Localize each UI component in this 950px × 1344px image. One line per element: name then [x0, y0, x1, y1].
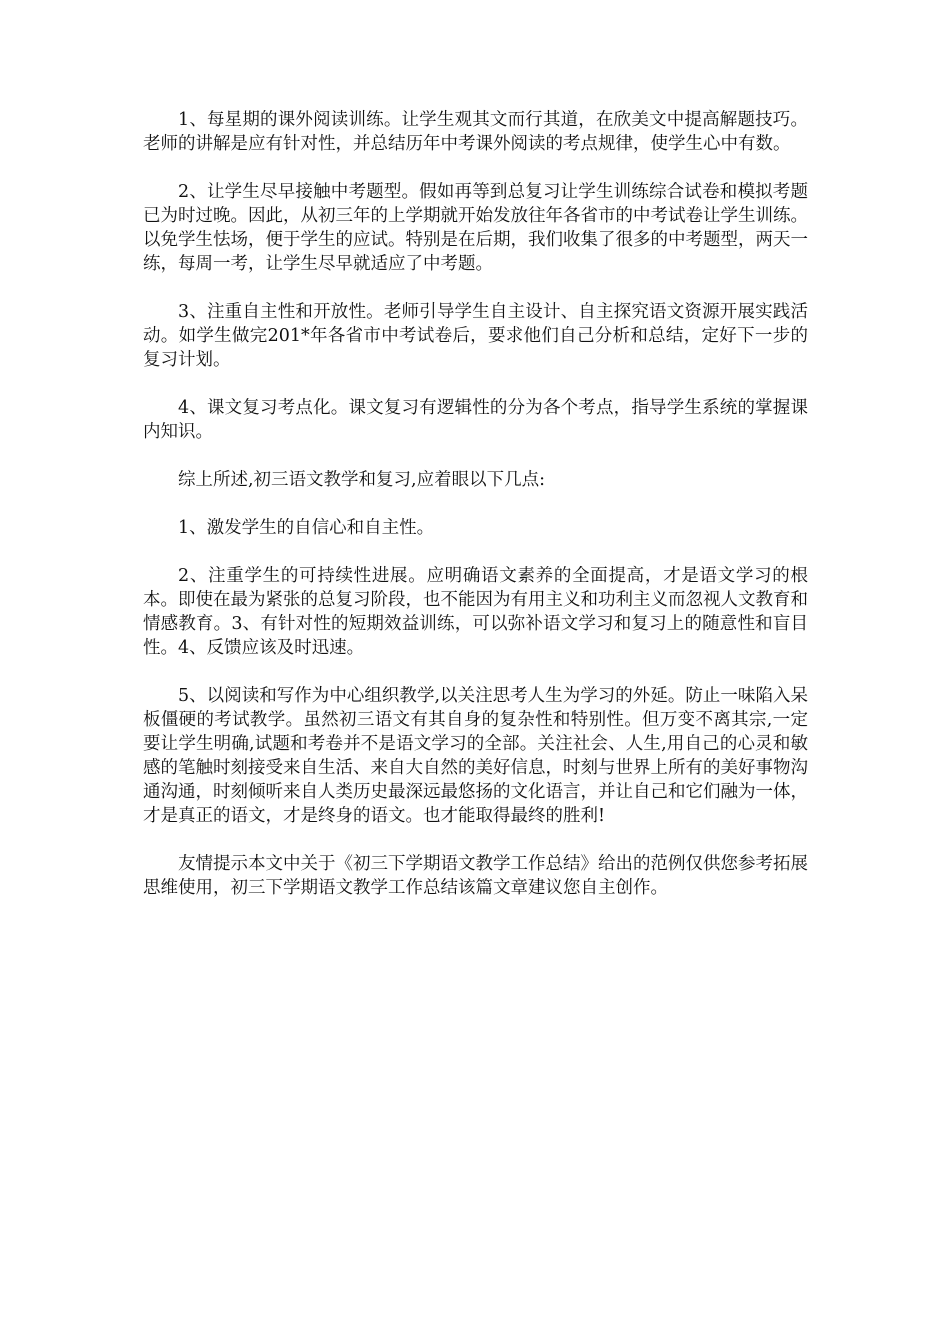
summary-intro: 综上所述,初三语文教学和复习,应着眼以下几点: — [178, 470, 546, 490]
paragraph-2: 2、让学生尽早接触中考题型。假如再等到总复习让学生训练综合试卷和模拟考题已为时过晚。因此，从初三年的上学期就开始发放往年各省市的中考试卷让学生训练。以免学生怯场，便于学生的应试。特别是在后期，我们收集了很多的中考题型，两天一练，每周一考，让学生尽早就适应了中考题。 — [143, 182, 808, 274]
summary-point-5: 5、以阅读和写作为中心组织教学,以关注思考人生为学习的外延。防止一味陷入呆板僵硬的考试教学。虽然初三语文有其自身的复杂性和特别性。但万变不离其宗,一定要让学生明确,试题和考卷并不是语文学习的全部。关注社会、人生,用自己的心灵和敏感的笔触时刻接受来自生活、来自大自然的美好信息，时刻与世界上所有的美好事物沟通沟通，时刻倾听来自人类历史最深远最悠扬的文化语言，并让自己和它们融为一体，才是真正的语文，才是终身的语文。也才能取得最终的胜利! — [143, 686, 808, 826]
paragraph-1: 1、每星期的课外阅读训练。让学生观其文而行其道，在欣美文中提高解题技巧。老师的讲解是应有针对性，并总结历年中考课外阅读的考点规律，使学生心中有数。 — [143, 110, 808, 154]
disclaimer-note: 友情提示本文中关于《初三下学期语文教学工作总结》给出的范例仅供您参考拓展思维使用，初三下学期语文教学工作总结该篇文章建议您自主创作。 — [143, 854, 808, 898]
paragraph-4: 4、课文复习考点化。课文复习有逻辑性的分为各个考点，指导学生系统的掌握课内知识。 — [143, 398, 808, 442]
summary-point-2: 2、注重学生的可持续性进展。应明确语文素养的全面提高，才是语文学习的根本。即使在最为紧张的总复习阶段，也不能因为有用主义和功利主义而忽视人文教育和情感教育。3、有针对性的短期效益训练，可以弥补语文学习和复习上的随意性和盲目性。4、反馈应该及时迅速。 — [143, 566, 808, 658]
summary-point-1: 1、激发学生的自信心和自主性。 — [178, 518, 435, 538]
document-body — [143, 108, 808, 924]
paragraph-3: 3、注重自主性和开放性。老师引导学生自主设计、自主探究语文资源开展实践活动。如学生做完201*年各省市中考试卷后，要求他们自己分析和总结，定好下一步的复习计划。 — [143, 302, 808, 370]
